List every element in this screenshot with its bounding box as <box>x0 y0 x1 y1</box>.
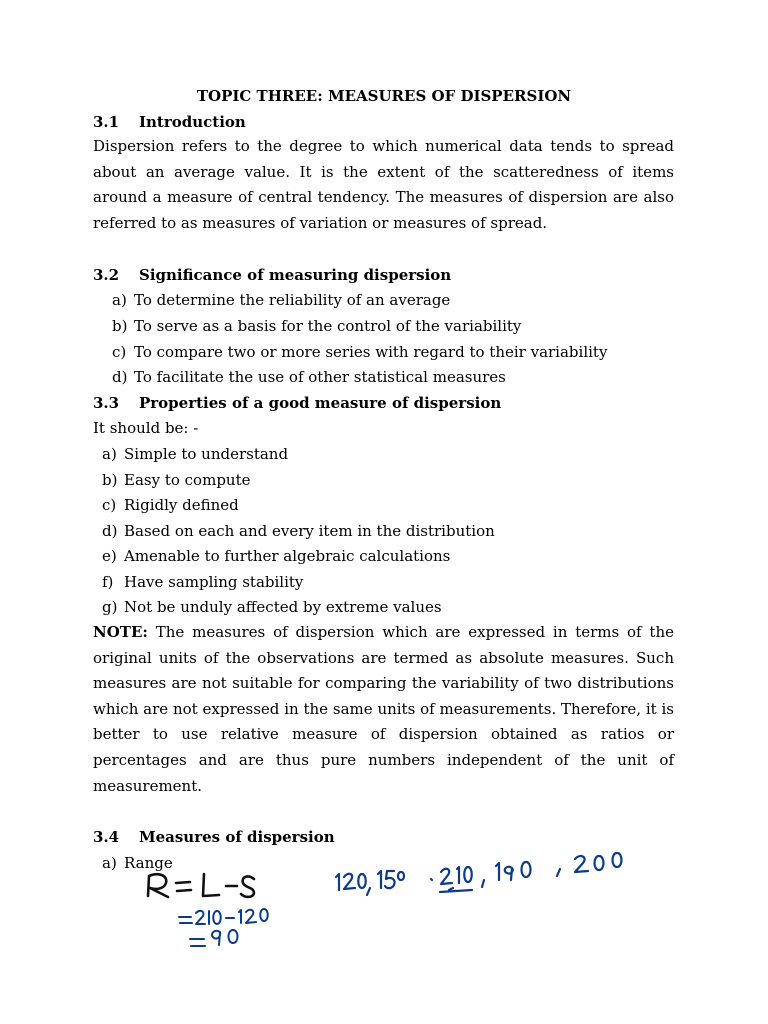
section-heading: Significance of measuring dispersion <box>139 266 452 284</box>
list-marker: f) <box>102 573 114 591</box>
list-marker: c) <box>112 343 127 361</box>
section-heading: Measures of dispersion <box>139 828 335 846</box>
list-marker: c) <box>102 496 117 514</box>
list-marker: a) <box>112 291 127 309</box>
intro-paragraph: Dispersion refers to the degree to which numerical data tends to spread about an average value. It is the extent of the scatteredness of items around a measure of central tendency. The measures of dispersion are also referred to as measures of variation or measures of spread. <box>93 137 674 232</box>
list-text: To facilitate the use of other statistical measures <box>134 368 506 386</box>
section-number: 3.4 <box>93 828 120 846</box>
note-text: The measures of dispersion which are expressed in terms of the original units of the observations are termed as absolute measures. Such measures are not suitable for comparing the variability of two distributions which are not expressed in the same units of measurements. Therefore, it is better to use relative measure of dispersion obtained as ratios or percentages and are thus pure numbers independent of the unit of measurement. <box>93 623 674 795</box>
handwritten-step-2 <box>190 930 238 946</box>
list-text: To compare two or more series with regard to their variability <box>134 343 608 361</box>
list-text: Have sampling stability <box>124 573 304 591</box>
list-text: Amenable to further algebraic calculations <box>124 547 451 565</box>
list-marker: a) <box>102 445 117 463</box>
page-title: TOPIC THREE: MEASURES OF DISPERSION <box>196 87 572 105</box>
handwritten-step-1 <box>179 909 268 924</box>
list-text: Range <box>124 854 173 872</box>
list-marker: b) <box>102 471 118 489</box>
list-marker: g) <box>102 598 118 616</box>
list-intro: It should be: - <box>93 419 199 437</box>
list-marker: e) <box>102 547 117 565</box>
section-number: 3.1 <box>93 113 120 131</box>
list-text: Easy to compute <box>124 471 251 489</box>
list-text: To determine the reliability of an average <box>134 291 451 309</box>
section-heading: Introduction <box>139 113 246 131</box>
list-marker: d) <box>112 368 128 386</box>
handwritten-data-values <box>336 853 622 895</box>
list-marker: d) <box>102 522 118 540</box>
list-text: To serve as a basis for the control of the variability <box>134 317 522 335</box>
list-text: Rigidly defined <box>124 496 239 514</box>
list-marker: b) <box>112 317 128 335</box>
note-label: NOTE: <box>93 623 148 641</box>
list-text: Simple to understand <box>124 445 289 463</box>
handwritten-formula <box>148 874 254 897</box>
list-text: Not be unduly affected by extreme values <box>124 598 442 616</box>
section-number: 3.3 <box>93 394 120 412</box>
list-marker: a) <box>102 854 117 872</box>
list-text: Based on each and every item in the distribution <box>124 522 495 540</box>
section-heading: Properties of a good measure of dispersion <box>139 394 502 412</box>
section-number: 3.2 <box>93 266 120 284</box>
